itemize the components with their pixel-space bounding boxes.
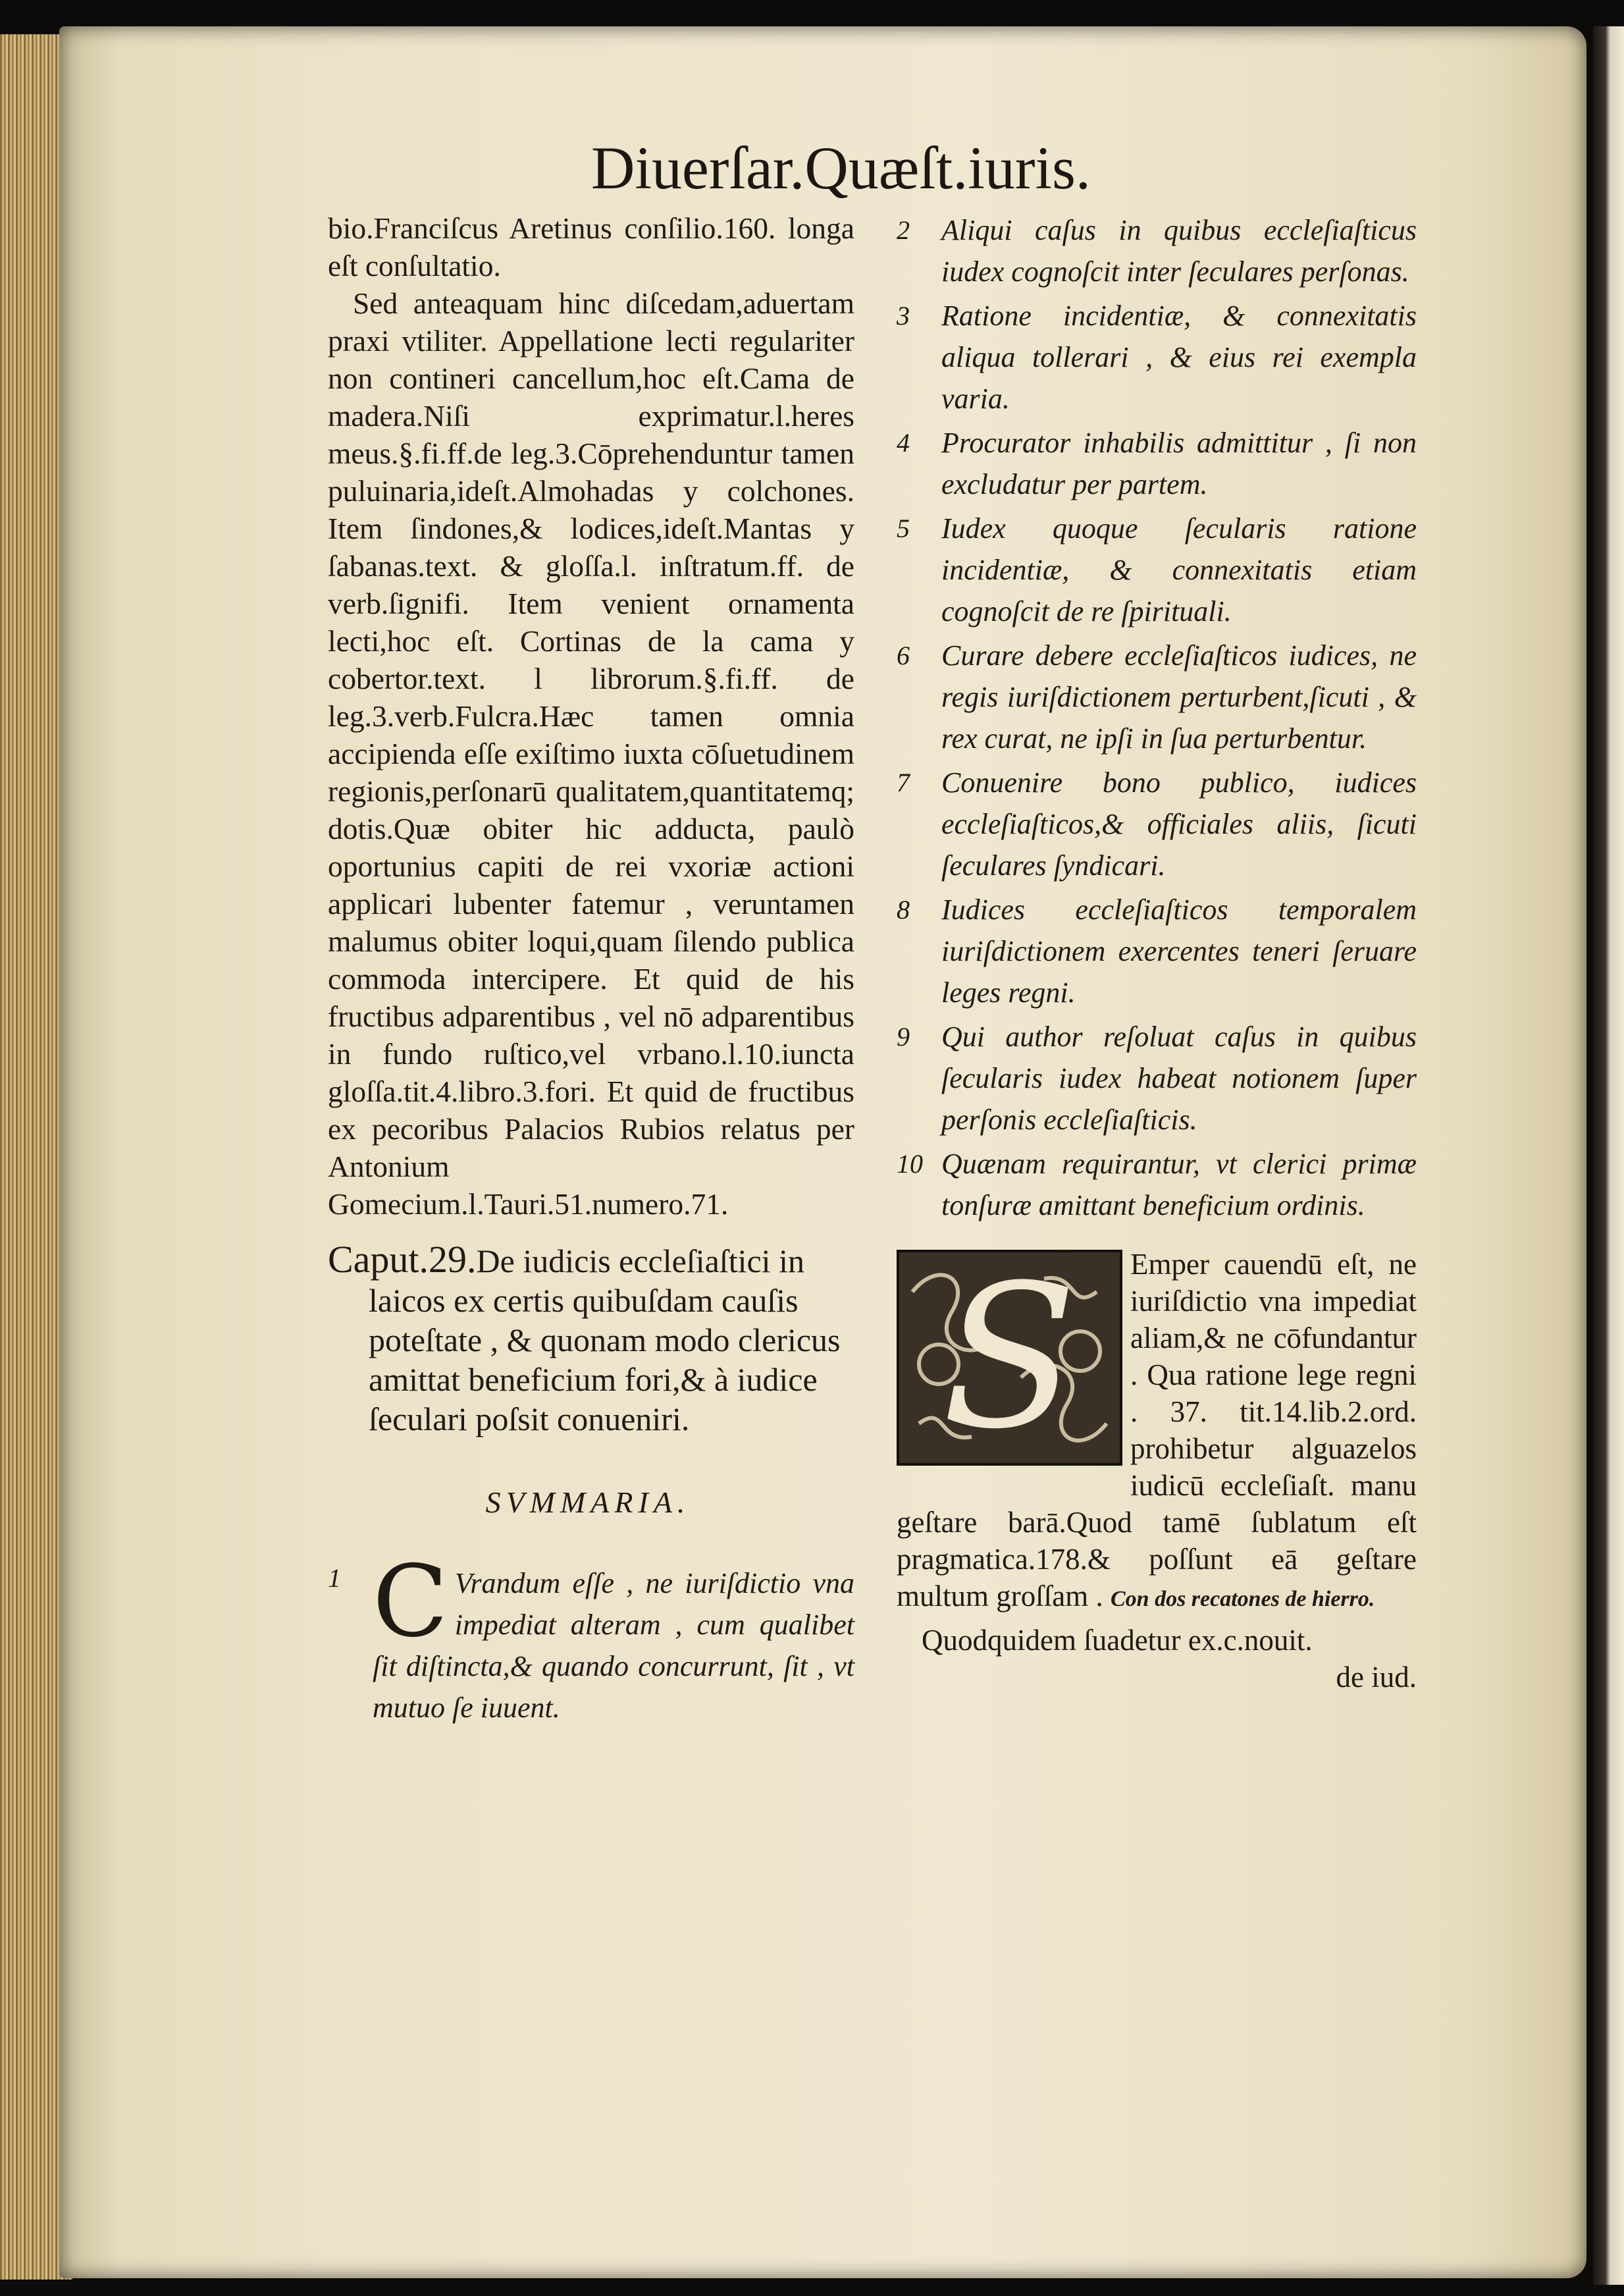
summary-number: 6 xyxy=(897,641,910,670)
paragraph-text: Emper cauendū eſt, ne iuriſdictio vna impediat aliam,& ne cōfundantur . Qua ratione lege regni . 37. tit.14.lib.2.ord. prohibetur alguazelos iudicū eccleſiaſt. manu geſtare barā.Quod tamē ſublatum eſt pragmatica.178.& poſſunt eā geſtare multum groſſam . xyxy=(897,1248,1417,1613)
initial-letter: C xyxy=(373,1545,448,1659)
chapter-title: De iudicis eccleſiaſtici in laicos ex certis quibuſdam cauſis poteſtate , & quonam modo clericus amittat beneficium fori,& à iudice ſeculari poſsit conueniri. xyxy=(369,1242,841,1437)
chapter-heading xyxy=(328,1240,854,1439)
summary-number: 5 xyxy=(897,514,910,543)
summary-text: Ratione incidentiæ, & connexitatis aliqua tollerari , & eius rei exempla varia. xyxy=(941,300,1417,415)
summary-number: 7 xyxy=(897,768,910,797)
summary-item xyxy=(897,295,1417,419)
summary-text: Conuenire bono publico, iudices eccleſiaſticos,& officiales aliis, ſicuti ſeculares ſyndicari. xyxy=(941,766,1417,882)
paragraph: bio.Franciſcus Aretinus conſilio.160. longa eſt conſultatio. xyxy=(328,211,854,282)
gloss-text: Con dos recatones de hierro. xyxy=(1110,1587,1375,1611)
summary-text: Curare debere eccleſiaſticos iudices, ne regis iuriſdictionem perturbent,ſicuti , & rex curat, ne ipſi in ſua perturbentur. xyxy=(941,639,1417,755)
running-head: Diuerſar.Quæſt.iuris. xyxy=(591,134,1091,201)
decorated-initial xyxy=(897,1242,1122,1472)
facing-page-edge xyxy=(1593,26,1624,2285)
summary-number: 8 xyxy=(897,895,910,924)
summary-item xyxy=(897,209,1417,292)
initial-paragraph xyxy=(897,1242,1417,1618)
summary-number: 9 xyxy=(897,1022,910,1052)
summary-text: Iudex quoque ſecularis ratione incidentiæ, & connexitatis etiam cognoſcit de re ſpirituali. xyxy=(941,512,1417,627)
summary-item xyxy=(897,635,1417,759)
summary-text: Quænam requirantur, vt clerici primæ tonſuræ amittant beneficium ordinis. xyxy=(941,1148,1417,1221)
right-column xyxy=(897,209,1417,1695)
left-column xyxy=(328,209,854,1728)
left-text xyxy=(328,209,854,1223)
initial-letter: S xyxy=(941,1242,1078,1472)
summary-text: Procurator inhabilis admittitur , ſi non excludatur per partem. xyxy=(941,427,1417,500)
summary-text: Iudices eccleſiaſticos temporalem iuriſdictionem exercentes teneri ſeruare leges regni. xyxy=(941,894,1417,1009)
summary-text-block xyxy=(373,1545,854,1728)
summary-item xyxy=(897,1143,1417,1226)
summary-list xyxy=(897,209,1417,1226)
chapter-title-block xyxy=(328,1240,854,1439)
summary-number: 4 xyxy=(897,428,910,458)
summary-number: 3 xyxy=(897,301,910,331)
summary-item xyxy=(897,422,1417,505)
paragraph: Sed anteaquam hinc diſcedam,aduertam praxi vtiliter. Appellatione lecti regulariter non contineri cancellum,hoc eſt.Cama de madera.Niſi exprimatur.l.heres meus.§.fi.ff.de leg.3.Cōprehenduntur tamen puluinaria,ideſt.Almohadas y colchones. Item ſindones,& lodices,ideſt.Mantas y ſabanas.text. & gloſſa.l. inſtratum.ff. de verb.ſignifi. Item venient ornamenta lecti,hoc eſt. Cortinas de la cama y cobertor.text. l librorum.§.fi.ff. de leg.3.verb.Fulcra.Hæc tamen omnia accipienda eſſe exiſtimo iuxta cōſuetudinem regionis,perſonarū qualitatem,quantitatemq; dotis.Quæ obiter hic adducta, paulò oportunius capiti de rei vxoriæ actioni applicari lubenter fatemur , veruntamen malumus obiter loqui,quam ſilendo publica commoda intercipere. Et quid de his fructibus adparentibus , vel nō adparentibus in fundo ruſtico,vel vrbano.l.10.iuncta gloſſa.tit.4.libro.3.fori. Et quid de fructibus ex pecoribus Palacios Rubios relatus per Antonium Gomecium.l.Tauri.51.numero.71. xyxy=(328,286,854,1221)
summary-item xyxy=(897,1016,1417,1140)
summary-number: 2 xyxy=(897,215,910,245)
summary-item xyxy=(897,762,1417,886)
summary-text: Qui author reſoluat caſus in quibus ſecularis iudex habeat notionem ſuper perſonis eccleſiaſticis. xyxy=(941,1021,1417,1136)
summary-text: Vrandum eſſe , ne iuriſdictio vna impediat alteram , cum qualibet ſit diſtincta,& quando concurrunt, ſit , vt mutuo ſe iuuent. xyxy=(373,1567,854,1724)
summary-item xyxy=(328,1545,854,1728)
summary-item xyxy=(897,889,1417,1013)
summaria-heading: SVMMARIA. xyxy=(485,1485,691,1519)
summary-number: 10 xyxy=(897,1149,923,1179)
main-text xyxy=(897,1242,1417,1695)
summary-item xyxy=(897,508,1417,632)
closing-tail: de iud. xyxy=(1336,1661,1417,1694)
chapter-number: Caput.29. xyxy=(328,1238,477,1281)
closing-line: Quodquidem ſuadetur ex.c.nouit. xyxy=(922,1624,1313,1657)
summary-text: Aliqui caſus in quibus eccleſiaſticus iudex cognoſcit inter ſeculares perſonas. xyxy=(941,214,1417,288)
summary-number: 1 xyxy=(328,1563,341,1593)
